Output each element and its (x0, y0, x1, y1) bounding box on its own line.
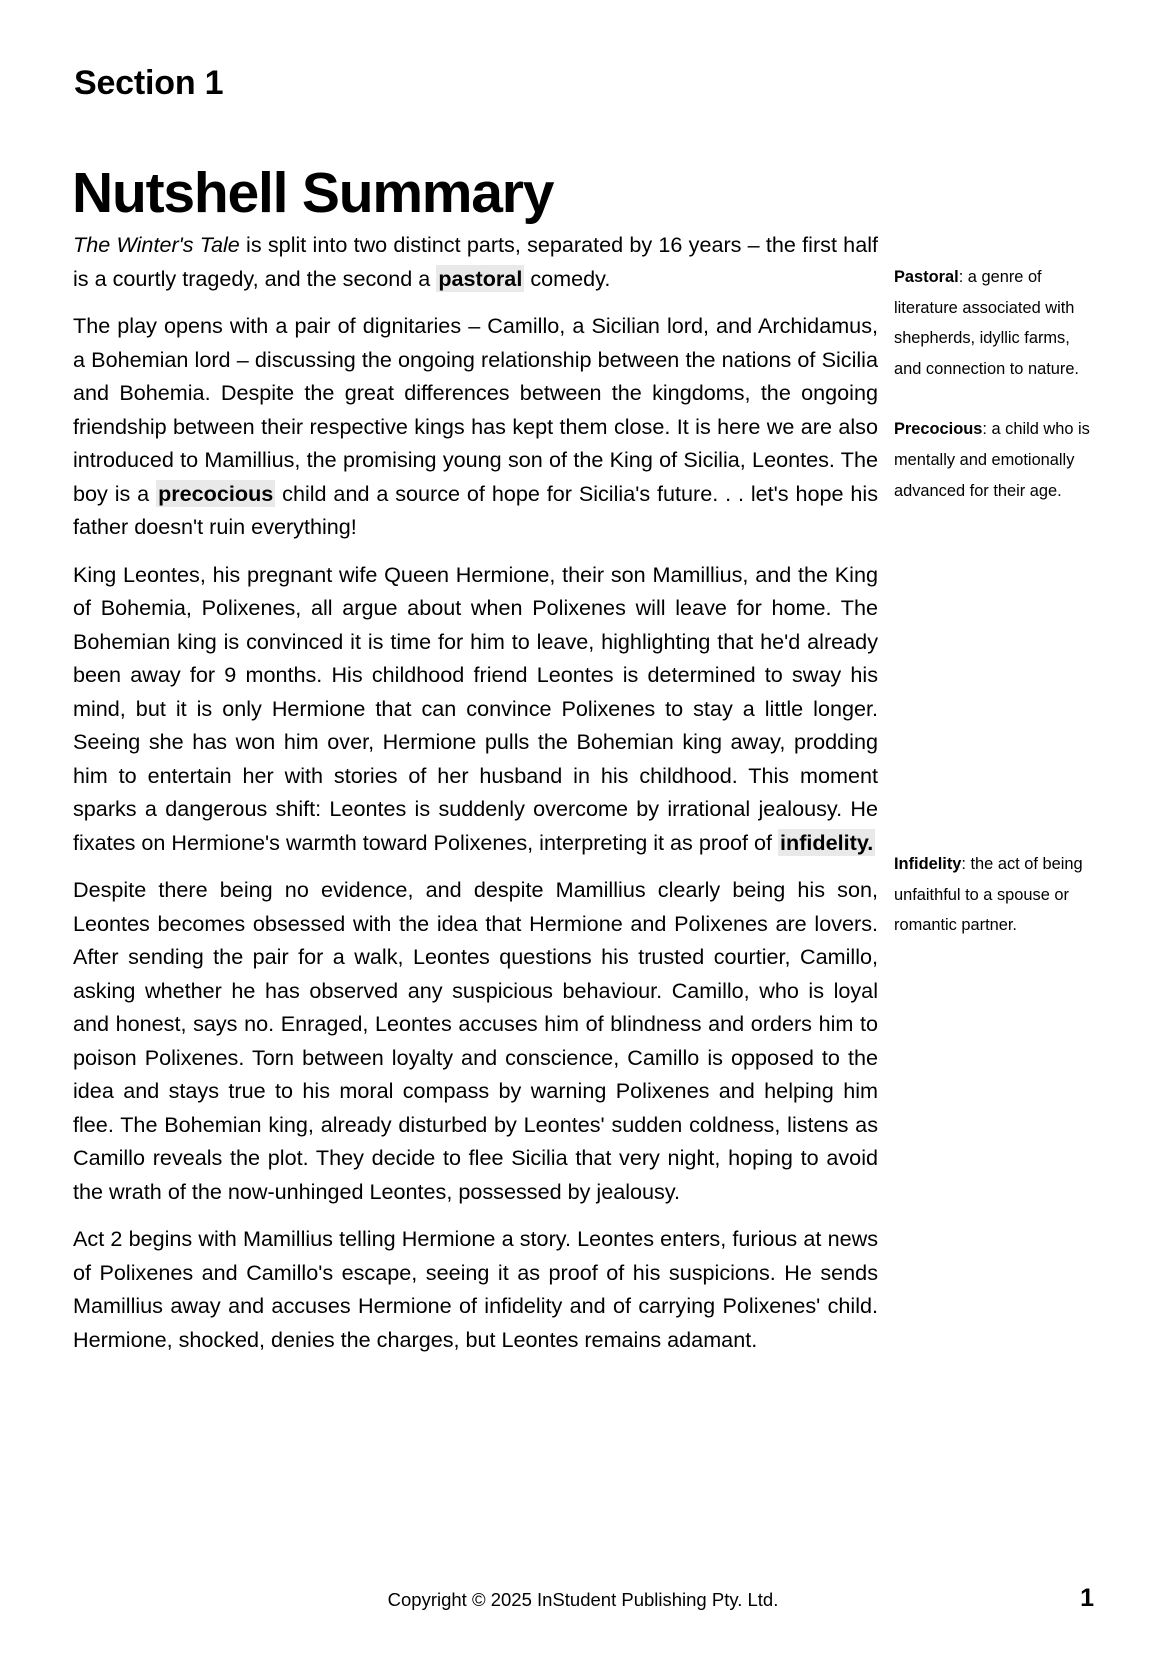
paragraph-5: Act 2 begins with Mamillius telling Hermione a story. Leontes enters, furious at news of Polixenes and Camillo's escape, seeing it as proof of his suspicions. He sends Mamillius away and accuses Hermione of infidelity and of carrying Polixenes' child. Hermione, shocked, denies the charges, but Leontes remains adamant. (73, 1226, 878, 1352)
key-term-precocious: precocious (158, 480, 274, 506)
paragraph-3 (73, 558, 878, 860)
glossary-term: Infidelity (894, 855, 962, 873)
footer-copyright: Copyright © 2025 InStudent Publishing Pty. Ltd. (387, 1589, 779, 1610)
paragraph-3-text-a: King Leontes, his pregnant wife Queen Hermione, their son Mamillius, and the King of Bohemia, Polixenes, all argue about when Polixenes will leave for home. The Bohemian king is convinced it is time for him to leave, highlighting that he'd already been away for 9 months. His childhood friend Leontes is determined to sway his mind, but it is only Hermione that can convince Polixenes to stay a little longer. Seeing she has won him over, Hermione pulls the Bohemian king away, prodding him to entertain her with stories of her husband in his childhood. This moment sparks a dangerous shift: Leontes is suddenly overcome by irrational jealousy. He fixates on Hermione's warmth toward Polixenes, interpreting it as proof of (73, 561, 878, 855)
paragraph-2 (73, 309, 878, 544)
footer-page-number: 1 (1080, 1584, 1094, 1612)
paragraph-4: Despite there being no evidence, and despite Mamillius clearly being his son, Leontes becomes obsessed with the idea that Hermione and Polixenes are lovers. After sending the pair for a walk, Leontes questions his trusted courtier, Camillo, asking whether he has observed any suspicious behaviour. Camillo, who is loyal and honest, says no. Enraged, Leontes accuses him of blindness and orders him to poison Polixenes. Torn between loyalty and conscience, Camillo is opposed to the idea and stays true to his moral compass by warning Polixenes and helping him flee. The Bohemian king, already disturbed by Leontes' sudden coldness, listens as Camillo reveals the plot. They decide to flee Sicilia that very night, hoping to avoid the wrath of the now-unhinged Leontes, possessed by jealousy. (73, 877, 878, 1204)
section-label: Section 1 (74, 64, 224, 102)
paragraph-2-text-a: The play opens with a pair of dignitaries – Camillo, a Sicilian lord, and Archidamus, a Bohemian lord – discussing the ongoing relationship between the nations of Sicilia and Bohemia. Despite the great differences between the kingdoms, the ongoing friendship between their respective kings has kept them close. It is here we are also introduced to Mamillius, the promising young son of the King of Sicilia, Leontes. The boy is a (73, 313, 878, 506)
glossary-definition: a child who is mentally and emotionally advanced for their age. (894, 420, 1090, 500)
paragraph-1-text-a: is split into two distinct parts, separated by 16 years – the first half is a courtly tragedy, and the second a (73, 232, 878, 291)
play-title-italic: The Winter's Tale (73, 232, 240, 257)
glossary-separator: : (958, 268, 968, 286)
glossary-column-upper (894, 262, 1094, 506)
glossary-entry-infidelity (894, 849, 1094, 941)
paragraph-1-text-b: comedy. (524, 265, 611, 291)
glossary-definition: the act of being unfaithful to a spouse or romantic partner. (894, 855, 1083, 935)
glossary-term: Pastoral (894, 268, 959, 286)
body-text-column (73, 228, 878, 1356)
glossary-column-lower (894, 849, 1094, 941)
glossary-term: Precocious (894, 420, 983, 439)
glossary-separator: : (982, 420, 992, 439)
key-term-pastoral: pastoral (438, 265, 523, 291)
paragraph-1 (73, 228, 878, 295)
glossary-entry-pastoral (894, 262, 1094, 384)
page-title: Nutshell Summary (72, 161, 554, 226)
glossary-separator: : (961, 855, 971, 873)
glossary-definition: a genre of literature associated with shepherds, idyllic farms, and connection to nature. (894, 268, 1079, 378)
key-term-infidelity: infidelity. (780, 829, 874, 855)
paragraph-2-text-b: child and a source of hope for Sicilia's future. . . let's hope his father doesn't ruin everything! (73, 480, 878, 539)
glossary-entry-precocious (894, 414, 1094, 506)
